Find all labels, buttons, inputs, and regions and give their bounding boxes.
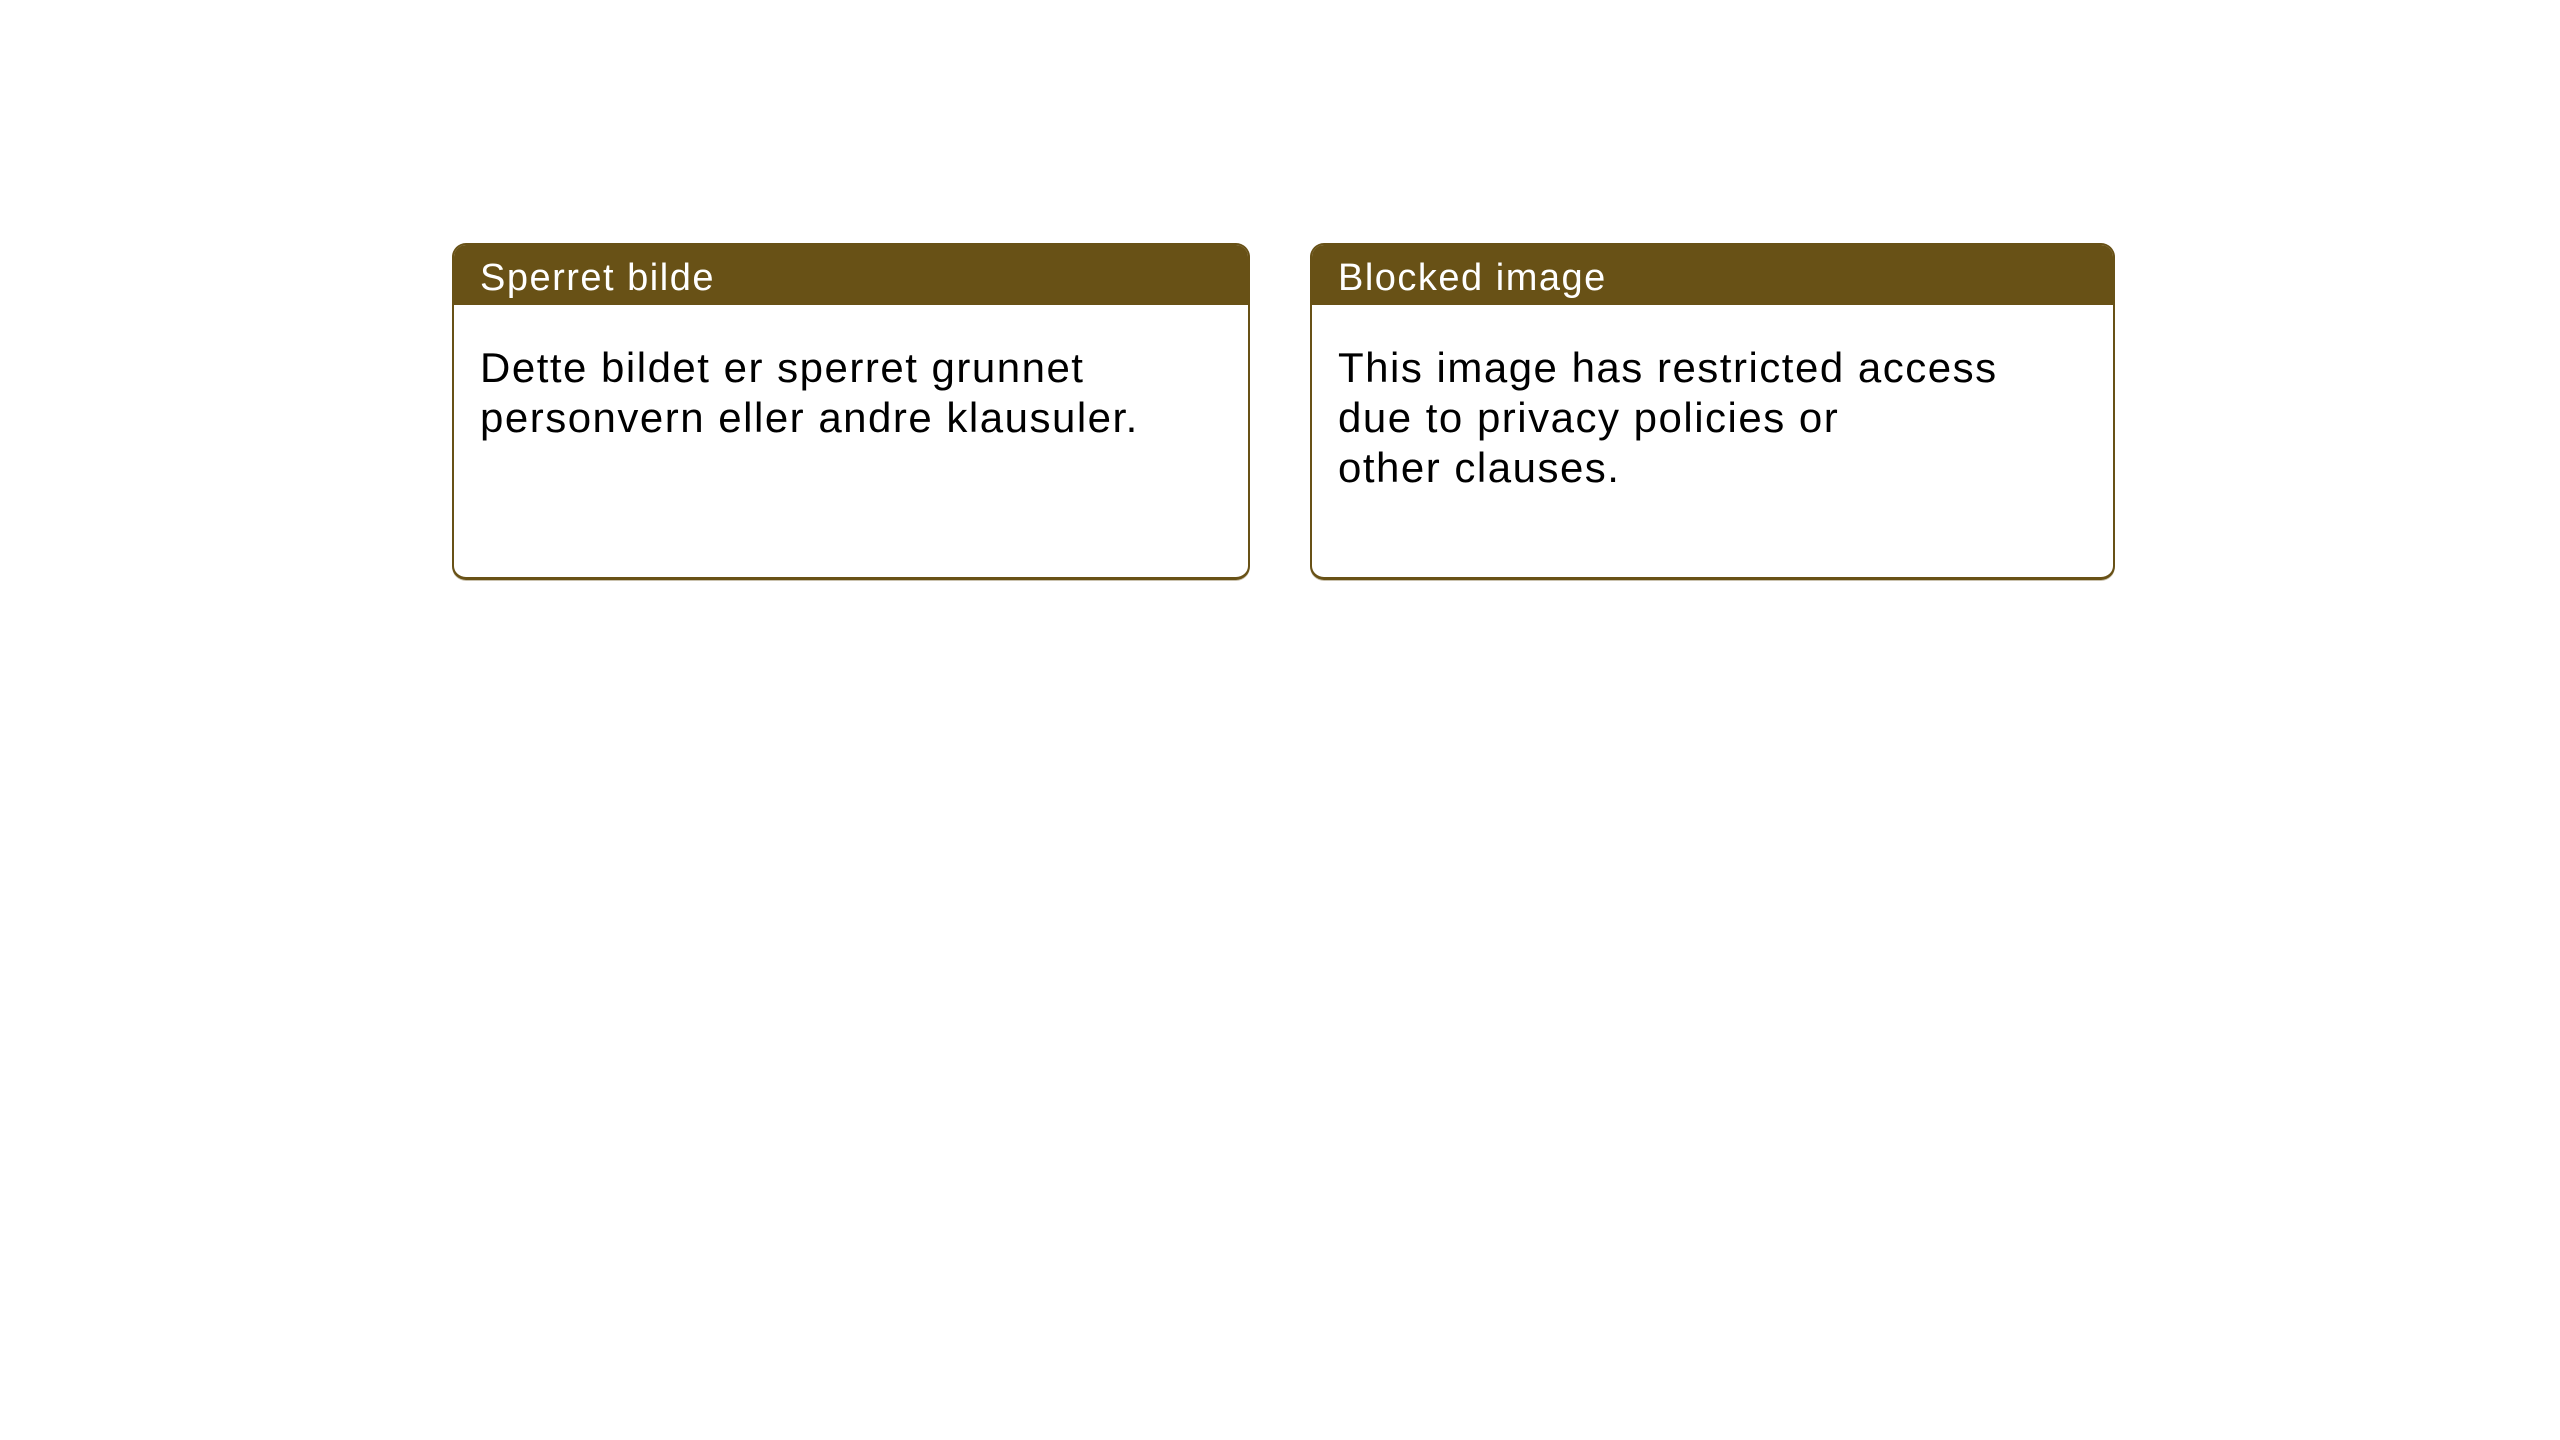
card-title: Sperret bilde	[480, 257, 715, 299]
body-text-line: This image has restricted access	[1338, 344, 1998, 391]
card-body-text	[454, 305, 1248, 443]
card-body-text	[1312, 305, 2113, 493]
card-title: Blocked image	[1338, 257, 1607, 299]
body-text-line: Dette bildet er sperret grunnet	[480, 344, 1085, 391]
body-text-line: due to privacy policies or	[1338, 394, 1840, 441]
blocked-image-card-norwegian	[452, 243, 1250, 580]
blocked-image-card-english	[1310, 243, 2115, 580]
body-text-line: personvern eller andre klausuler.	[480, 394, 1139, 441]
card-title-bar	[1312, 245, 2113, 305]
card-title-bar	[454, 245, 1248, 305]
body-text-line: other clauses.	[1338, 444, 1621, 491]
